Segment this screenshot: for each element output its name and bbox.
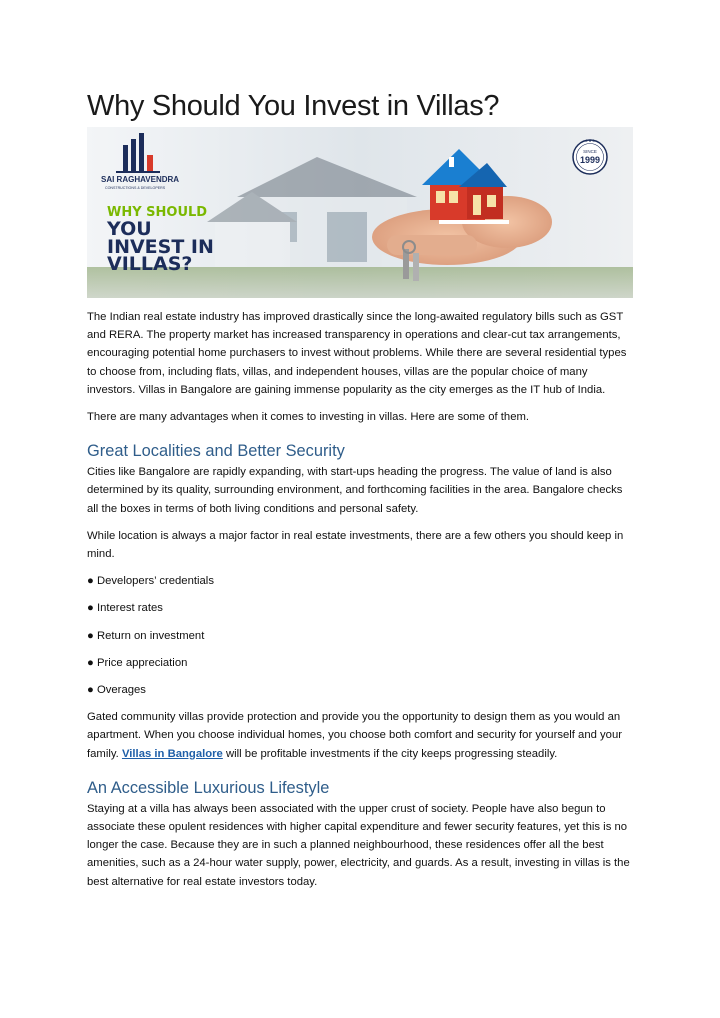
headline-line1: WHY SHOULD bbox=[107, 205, 208, 220]
brand-tagline: CONSTRUCTIONS & DEVELOPERS bbox=[105, 186, 166, 190]
section1-paragraph-3-before: Gated community villas provide protection and provide you the opportunity to design them as you would an apartment. When you choose individual homes, you choose both comfort and security for yourself and your family. bbox=[87, 711, 623, 760]
brand-name: SAI RAGHAVENDRA bbox=[101, 175, 180, 184]
list-item: ● Interest rates bbox=[87, 602, 163, 615]
headline-line2: YOU bbox=[107, 218, 152, 240]
headline-line3: INVEST IN bbox=[107, 236, 214, 258]
page-title: Why Should You Invest in Villas? bbox=[87, 90, 500, 122]
section1-paragraph-1: Cities like Bangalore are rapidly expanding, with start-ups heading the progress. The value of land is also determined by its quality, surrounding environment, and forthcoming facilities in the area. Bangalore checks all the boxes in terms of both living conditions and personal safety. bbox=[87, 466, 623, 515]
list-item: ● Developers’ credentials bbox=[87, 575, 214, 588]
list-item: ● Return on investment bbox=[87, 629, 205, 642]
villas-in-bangalore-link[interactable]: Villas in Bangalore bbox=[121, 747, 223, 760]
list-item: ● Overages bbox=[87, 684, 146, 697]
since-year: 1999 bbox=[579, 155, 601, 165]
intro-paragraph-1: The Indian real estate industry has improved drastically since the long-awaited regulatory bills such as GST and RERA. The property market has increased transparency in operations and clear-cut tax arrangements, encouraging potential home purchasers to invest without problems. While there are several residential types to choose from, including flats, villas, and independent houses, villas are the popular choice of many investors. Villas in Bangalore are gaining immense popularity as the city emerges as the IT hub of India. bbox=[87, 311, 627, 396]
star-icons: ★★★ bbox=[584, 138, 596, 143]
section-heading-lifestyle: An Accessible Luxurious Lifestyle bbox=[87, 778, 330, 797]
list-item: ● Price appreciation bbox=[87, 656, 188, 669]
banner-image bbox=[87, 127, 633, 298]
section1-paragraph-3 bbox=[87, 708, 633, 763]
since-label: SINCE bbox=[583, 149, 597, 154]
intro-paragraph-2: There are many advantages when it comes to investing in villas. Here are some of them. bbox=[87, 411, 530, 424]
section-heading-localities: Great Localities and Better Security bbox=[87, 442, 345, 461]
section1-paragraph-2: While location is always a major factor in real estate investments, there are a few others you should keep in mind. bbox=[87, 529, 624, 561]
section2-paragraph-1: Staying at a villa has always been associated with the upper crust of society. People have also begun to associate these opulent residences with higher capital expenditure and fewer security features, yet this is no longer the case. Because they are in such a planned neighbourhood, these residences offer all the best amenities, such as a 24-hour water supply, power, electricity, and guards. As a result, investing in villas is the best alternative for real estate investors today. bbox=[87, 802, 630, 888]
article-body bbox=[87, 308, 633, 900]
headline-line4: VILLAS? bbox=[107, 253, 193, 275]
section1-paragraph-3-after: will be profitable investments if the city keeps progressing steadily. bbox=[222, 747, 558, 760]
